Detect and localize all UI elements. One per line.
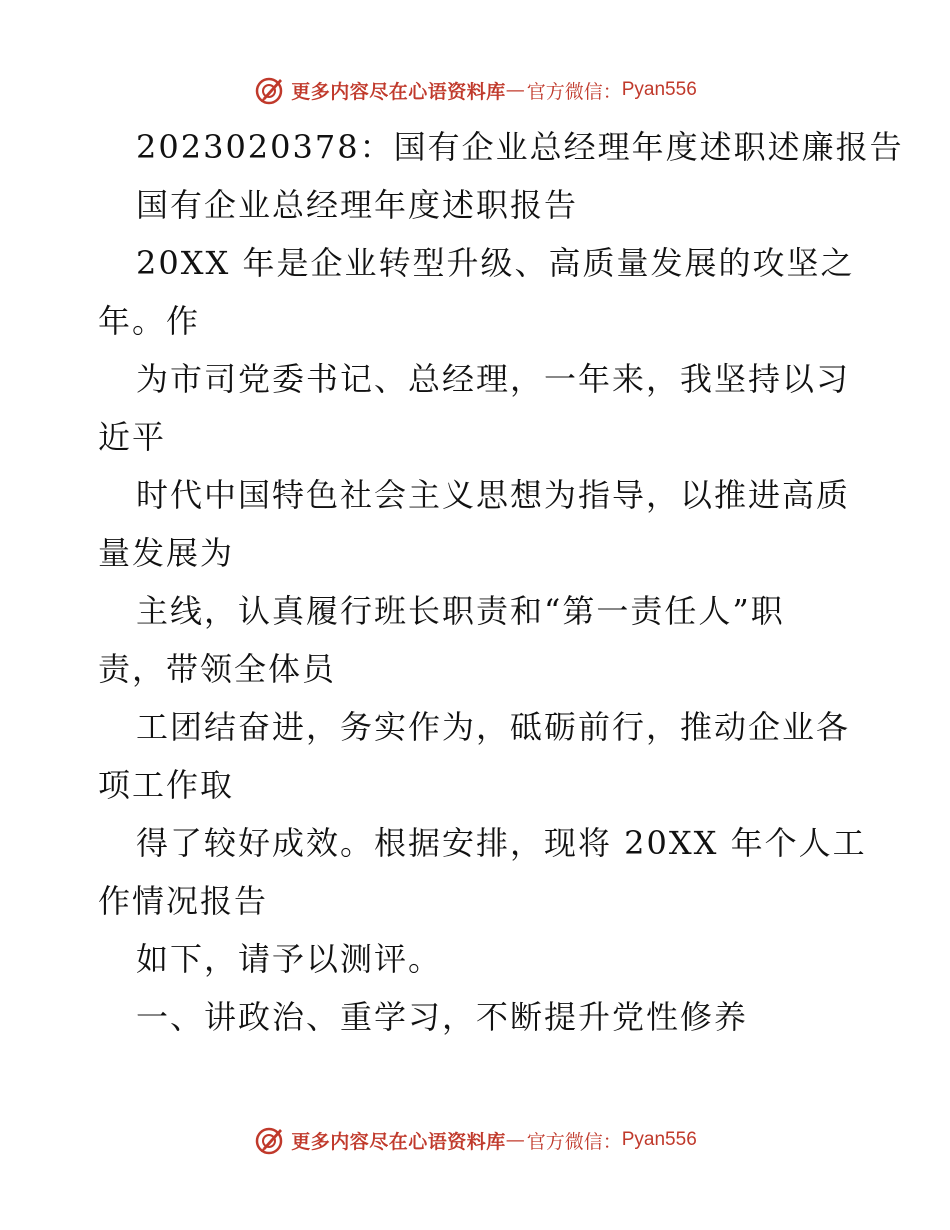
text-line: 项工作取 — [98, 766, 235, 804]
text-line: 主线，认真履行班长职责和“第一责任人”职 — [136, 592, 785, 630]
text-line: 2023020378：国有企业总经理年度述职述廉报告 — [136, 128, 904, 166]
text-line: 如下，请予以测评。 — [136, 940, 443, 978]
text-line: 得了较好成效。根据安排，现将 20XX 年个人工 — [136, 824, 867, 862]
footer-wechat-label: 官方微信： — [526, 1130, 622, 1153]
header-site-text: 更多内容尽在心语资料库 — [291, 80, 506, 103]
text-line: 年。作 — [98, 302, 201, 340]
header-watermark-banner — [0, 70, 950, 110]
text-line: 责，带领全体员 — [98, 650, 337, 688]
text-line: 近平 — [98, 418, 167, 456]
text-line: 工团结奋进，务实作为，砥砺前行，推动企业各 — [136, 708, 851, 746]
pen-logo-icon — [253, 1124, 285, 1156]
header-wechat-label: 官方微信： — [526, 80, 622, 103]
document-body — [98, 118, 904, 1046]
pen-logo-icon — [253, 74, 285, 106]
footer-wechat-id: Pyan556 — [621, 1129, 697, 1150]
text-line: 20XX 年是企业转型升级、高质量发展的攻坚之 — [136, 244, 855, 282]
text-line: 一、讲政治、重学习，不断提升党性修养 — [136, 998, 749, 1036]
header-wechat-id: Pyan556 — [621, 79, 697, 100]
text-line: 为市司党委书记、总经理，一年来，我坚持以习 — [136, 360, 851, 398]
footer-watermark-banner — [0, 1120, 950, 1160]
text-line: 国有企业总经理年度述职报告 — [136, 186, 579, 224]
text-line: 量发展为 — [98, 534, 235, 572]
footer-separator: — — [505, 1129, 525, 1151]
footer-site-text: 更多内容尽在心语资料库 — [291, 1130, 506, 1153]
text-line: 作情况报告 — [98, 882, 269, 920]
header-separator: — — [505, 79, 525, 101]
text-line: 时代中国特色社会主义思想为指导，以推进高质 — [136, 476, 851, 514]
